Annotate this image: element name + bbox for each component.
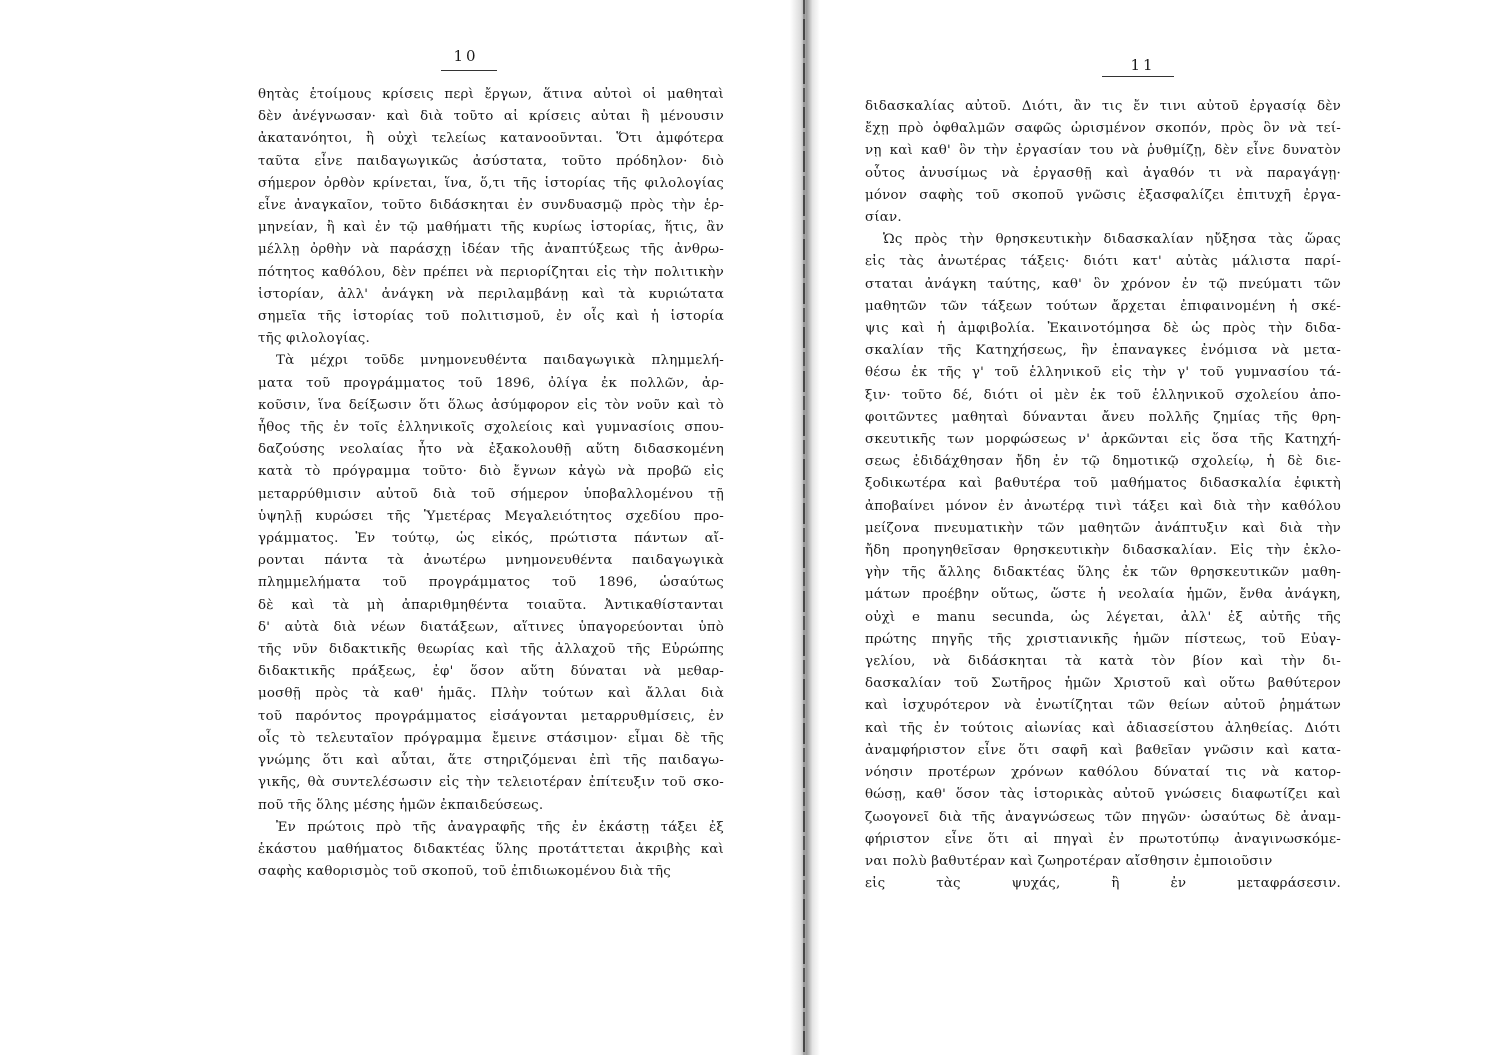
text-line: ρονται πάντα τὰ ἀνωτέρω μνημονευθέντα παιδαγωγικὰ [258, 553, 724, 569]
text-line: εἰς τὰς ἀνωτέρας τάξεις· διότι κατ' αὐτὰς μάλιστα παρί- [865, 254, 1341, 270]
text-line: σταται ἀνάγκη ταύτης, καθ' ὃν χρόνον ἐν τῷ πνεύματι τῶν [865, 276, 1341, 292]
left-text-block [258, 84, 724, 883]
text-line: μείζονα πνευματικὴν τῶν μαθητῶν ἀνάπτυξιν καὶ διὰ τὴν [865, 520, 1341, 536]
text-line: μάτων προέβην οὕτως, ὥστε ἡ νεολαία ἡμῶν, ἔνθα ἀνάγκη, [865, 587, 1341, 603]
text-line: ἦθος τῆς ἐν τοῖς ἑλληνικοῖς σχολείοις καὶ γυμνασίοις σπου- [258, 420, 724, 436]
text-line: δὲν ἀνέγνωσαν· καὶ διὰ τοῦτο αἱ κρίσεις αὐται ἢ μένουσιν [258, 109, 724, 125]
text-line: εἰς τὰς ψυχάς, ἢ ἐν μεταφράσεσιν. [865, 876, 1341, 892]
text-line: μαθητῶν τῶν τάξεων τούτων ἄρχεται ἐπιφαινομένη ἡ σκέ- [865, 298, 1341, 314]
text-line: γὴν τῆς ἄλλης διδακτέας ὕλης ἐκ τῶν θρησκευτικῶν μαθη- [865, 565, 1341, 581]
text-line: οὐχὶ e manu secunda, ὡς λέγεται, ἀλλ' ἐξ αὐτῆς τῆς [865, 609, 1341, 625]
text-line: ταῦτα εἶνε παιδαγωγικῶς ἀσύστατα, τοῦτο πρόδηλον· διὸ [258, 153, 724, 169]
page-number-rule [1102, 76, 1174, 77]
page-number: 11 [1130, 56, 1156, 74]
text-line: ψις καὶ ἡ ἀμφιβολία. Ἐκαινοτόμησα δὲ ὡς πρὸς τὴν διδα- [865, 321, 1341, 337]
text-line: γικῆς, θὰ συντελέσωσιν εἰς τὴν τελειοτέραν ἐπίτευξιν τοῦ σκο- [258, 775, 724, 791]
text-line: θέσω ἐκ τῆς γ' τοῦ ἑλληνικοῦ εἰς τὴν γ' τοῦ γυμνασίου τά- [865, 365, 1341, 381]
text-line: μηνείαν, ἢ καὶ ἐν τῷ μαθήματι τῆς κυρίως ἱστορίας, ἥτις, ἂν [258, 220, 724, 236]
text-line: ἤδη προηγηθεῖσαν θρησκευτικὴν διδασκαλίαν. Εἰς τὴν ἐκλο- [865, 543, 1341, 559]
text-line: ματα τοῦ προγράμματος τοῦ 1896, ὀλίγα ἐκ πολλῶν, ἀρ- [258, 375, 724, 391]
text-line: τῆς νῦν διδακτικῆς θεωρίας καὶ τῆς ἀλλαχοῦ τῆς Εὐρώπης [258, 642, 724, 658]
text-line: γελίου, νὰ διδάσκηται τὰ κατὰ τὸν βίον καὶ τὴν δι- [865, 654, 1341, 670]
text-line: πότητος καθόλου, δὲν πρέπει νὰ περιορίζηται εἰς τὴν πολιτικὴν [258, 264, 724, 280]
text-line: ἀναμφήριστον εἶνε ὅτι σαφῆ καὶ βαθεῖαν γνῶσιν καὶ κατα- [865, 742, 1341, 758]
text-line: σκευτικῆς των μορφώσεως ν' ἀρκῶνται εἰς ὅσα τῆς Κατηχή- [865, 432, 1341, 448]
right-page [750, 0, 1500, 1055]
right-text-block [865, 96, 1341, 895]
text-line: οὗτος ἀνυσίμως νὰ ἐργασθῇ καὶ ἀγαθόν τι νὰ παραγάγῃ· [865, 165, 1341, 181]
text-line: δὲ καὶ τὰ μὴ ἀπαριθμηθέντα τοιαῦτα. Ἀντικαθίστανται [258, 597, 724, 613]
text-line: ἔχῃ πρὸ ὀφθαλμῶν σαφῶς ὡρισμένον σκοπόν, πρὸς ὃν νὰ τεί- [865, 121, 1341, 137]
text-line: κατὰ τὸ πρόγραμμα τοῦτο· διὸ ἔγνων κἀγὼ νὰ προβῶ εἰς [258, 464, 724, 480]
text-line: ναι πολὺ βαθυτέραν καὶ ζωηροτέραν αἴσθησιν ἐμποιοῦσιν [865, 853, 1273, 869]
text-line: τῆς φιλολογίας. [258, 331, 370, 347]
text-line: ἱστορίαν, ἀλλ' ἀνάγκη νὰ περιλαμβάνῃ καὶ τὰ κυριώτατα [258, 286, 724, 302]
text-line: νόησιν προτέρων χρόνων καθόλου δύναταί τις νὰ κατορ- [865, 765, 1341, 781]
text-line: δαζούσης νεολαίας ἦτο νὰ ἐξακολουθῇ αὕτη διδασκομένη [258, 442, 724, 458]
text-line: φήριστον εἶνε ὅτι αἱ πηγαὶ ἐν πρωτοτύπῳ ἀναγινωσκόμε- [865, 831, 1341, 847]
text-line: ξιν· τοῦτο δέ, διότι οἱ μὲν ἐκ τοῦ ἑλληνικοῦ σχολείου ἀπο- [865, 387, 1341, 403]
text-line: διδακτικῆς πράξεως, ἐφ' ὅσον αὕτη δύναται νὰ μεθαρ- [258, 664, 724, 680]
text-line: δασκαλίαν τοῦ Σωτῆρος ἡμῶν Χριστοῦ καὶ οὕτω βαθύτερον [865, 676, 1341, 692]
text-line: πρώτης πηγῆς τῆς χριστιανικῆς ἡμῶν πίστεως, τοῦ Εὐαγ- [865, 631, 1341, 647]
text-line: Ἐν πρώτοις πρὸ τῆς ἀναγραφῆς τῆς ἐν ἑκάστῃ τάξει ἐξ [276, 819, 724, 835]
text-line: μεταρρύθμισιν αὐτοῦ διὰ τοῦ σήμερον ὑποβαλλομένου τῇ [258, 486, 724, 502]
text-line: καὶ τῆς ἐν τούτοις αἰωνίας καὶ ἀδιασείστου ἀληθείας. Διότι [865, 720, 1341, 736]
text-line: σεως ἐδιδάχθησαν ἤδη ἐν τῷ δημοτικῷ σχολείῳ, ἡ δὲ διε- [865, 454, 1341, 470]
text-line: γράμματος. Ἐν τούτῳ, ὡς εἰκός, πρώτιστα πάντων αἴ- [258, 531, 724, 547]
text-line: ἑκάστου μαθήματος διδακτέας ὕλης προτάττεται ἀκριβὴς καὶ [258, 841, 724, 857]
text-line: σήμερον ὀρθὸν κρίνεται, ἵνα, ὅ,τι τῆς ἱστορίας τῆς φιλολογίας [258, 175, 724, 191]
text-line: κοῦσιν, ἵνα δείξωσιν ὅτι ὅλως ἀσύμφορον εἰς τὸν νοῦν καὶ τὸ [258, 397, 724, 413]
text-line: ἀκατανόητοι, ἢ οὐχὶ τελείως κατανοοῦνται. Ὅτι ἀμφότερα [258, 131, 724, 147]
text-line: διδασκαλίας αὐτοῦ. Διότι, ἂν τις ἔν τινι αὐτοῦ ἐργασίᾳ δὲν [865, 99, 1341, 114]
text-line: σημεῖα τῆς ἱστορίας τοῦ πολιτισμοῦ, ἐν οἷς καὶ ἡ ἱστορία [258, 309, 724, 325]
text-line: θητὰς ἑτοίμους κρίσεις περὶ ἔργων, ἅτινα αὐτοὶ οἱ μαθηταὶ [258, 87, 724, 102]
text-line: ζωογονεῖ διὰ τῆς ἀναγνώσεως τῶν πηγῶν· ὡσαύτως δὲ ἀναμ- [865, 809, 1341, 825]
page-number-rule [441, 70, 497, 71]
text-line: θώσῃ, καθ' ὅσον τὰς ἱστορικὰς αὐτοῦ γνώσεις διαφωτίζει καὶ [865, 787, 1341, 803]
text-line: καὶ ἰσχυρότερον νὰ ἐνωτίζηται τῶν θείων αὐτοῦ ῥημάτων [865, 698, 1341, 714]
text-line: σίαν. [865, 210, 902, 226]
text-line: Τὰ μέχρι τοῦδε μνημονευθέντα παιδαγωγικὰ πλημμελή- [276, 353, 724, 369]
text-line: Ὡς πρὸς τὴν θρησκευτικὴν διδασκαλίαν ηὔξησα τὰς ὥρας [883, 232, 1341, 248]
text-line: γνώμης ὅτι καὶ αὗται, ἅτε στηριζόμεναι ἐπὶ τῆς παιδαγω- [258, 753, 724, 769]
text-line: μόνον σαφὴς τοῦ σκοποῦ γνῶσις ἐξασφαλίζει ἐπιτυχῆ ἐργα- [865, 187, 1341, 203]
text-line: ξοδικωτέρα καὶ βαθυτέρα τοῦ μαθήματος διδασκαλία ἐφικτὴ [865, 476, 1341, 492]
text-line: εἶνε ἀναγκαῖον, τοῦτο διδάσκηται ἐν συνδυασμῷ πρὸς τὴν ἑρ- [258, 198, 724, 214]
text-line: νῃ καὶ καθ' ὃν τὴν ἐργασίαν του νὰ ῥυθμίζῃ, δὲν εἶνε δυνατὸν [865, 143, 1341, 159]
text-line: δ' αὐτὰ διὰ νέων διατάξεων, αἵτινες ὑπαγορεύονται ὑπὸ [258, 619, 724, 635]
page-number: 10 [453, 47, 479, 65]
text-line: μέλλῃ ὀρθὴν νὰ παράσχῃ ἰδέαν τῆς ἀναπτύξεως τῆς ἀνθρω- [258, 242, 724, 258]
text-line: πλημμελήματα τοῦ προγράμματος τοῦ 1896, ὡσαύτως [258, 575, 724, 591]
text-line: ποῦ τῆς ὅλης μέσης ἡμῶν ἐκπαιδεύσεως. [258, 797, 544, 813]
text-line: φοιτῶντες μαθηταὶ δύνανται ἄνευ πολλῆς ζημίας τῆς θρη- [865, 409, 1341, 425]
text-line: σκαλίαν τῆς Κατηχήσεως, ἣν ἐπαναγκες ἐνόμισα νὰ μετα- [865, 343, 1341, 359]
text-line: τοῦ παρόντος προγράμματος εἰσάγονται μεταρρυθμίσεις, ἐν [258, 708, 724, 724]
text-line: ὑψηλῇ κυρώσει τῆς Ὑμετέρας Μεγαλειότητος σχεδίου προ- [258, 508, 724, 524]
text-line: ἀποβαίνει μόνον ἐν ἀνωτέρᾳ τινὶ τάξει καὶ διὰ τὴν καθόλου [865, 498, 1341, 514]
text-line: οἷς τὸ τελευταῖον πρόγραμμα ἔμεινε στάσιμον· εἶμαι δὲ τῆς [258, 730, 724, 746]
text-line: μοσθῇ πρὸς τὰ καθ' ἡμᾶς. Πλὴν τούτων καὶ ἄλλαι διὰ [258, 686, 724, 702]
text-line: σαφὴς καθορισμὸς τοῦ σκοποῦ, τοῦ ἐπιδιωκομένου διὰ τῆς [258, 864, 671, 880]
